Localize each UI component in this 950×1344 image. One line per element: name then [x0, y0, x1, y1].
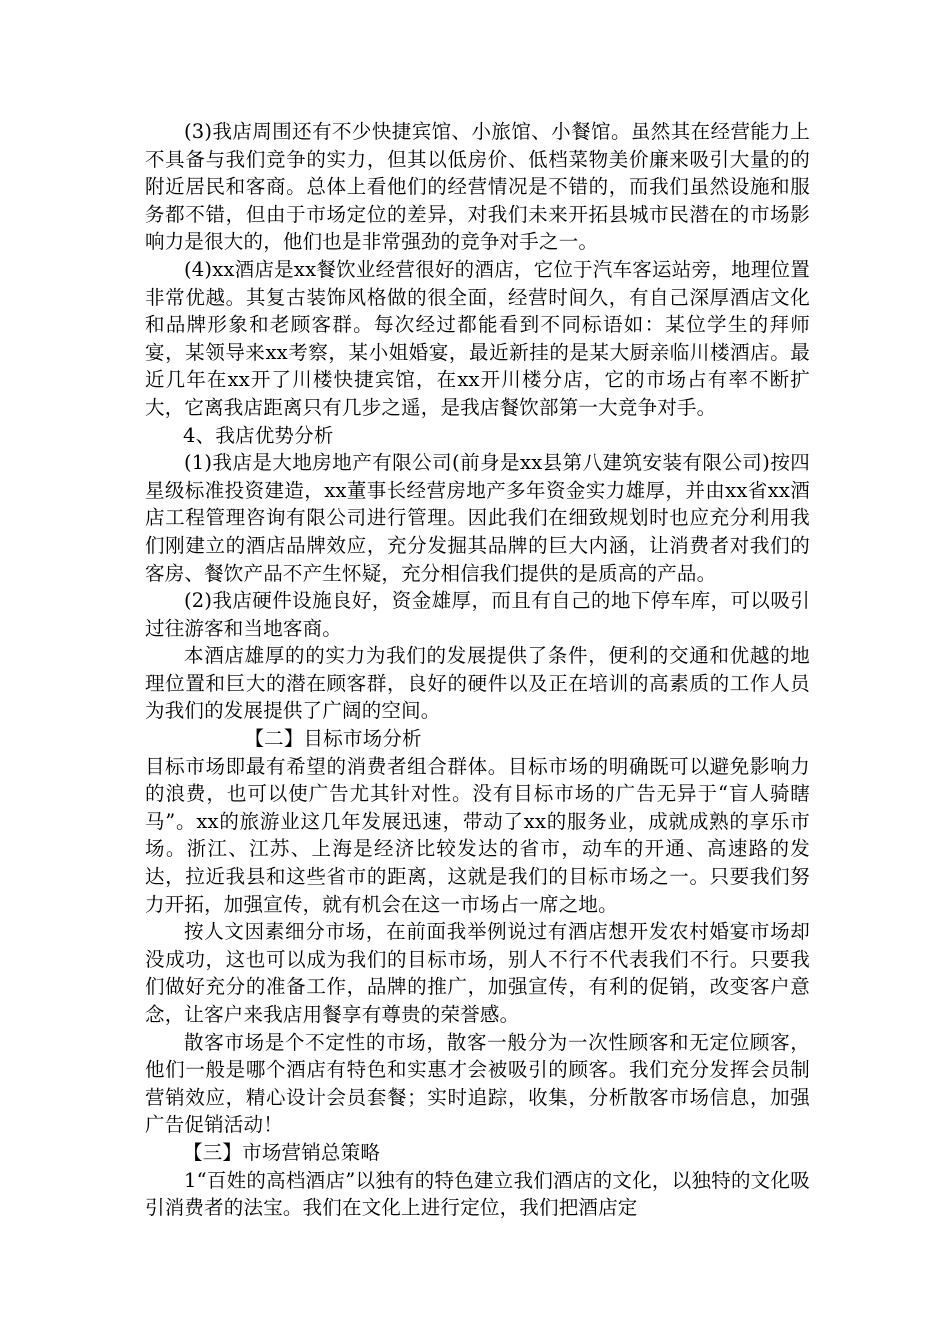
paragraph-advantage-1: (1)我店是大地房地产有限公司(前身是xx县第八建筑安装有限公司)按四星级标准投资建造，xx董事长经营房地产多年资金实力雄厚，并由xx省xx酒店工程管理咨询有限公司进行管理。因此我们在细致规划时也应充分利用我们刚建立的酒店品牌效应，充分发掘其品牌的巨大内涵，让消费者对我们的客房、餐饮产品不产生怀疑，充分相信我们提供的是质高的产品。 — [145, 451, 810, 585]
section-heading-target-market: 【二】目标市场分析 — [244, 727, 422, 751]
paragraph-competitor-4: (4)xx酒店是xx餐饮业经营很好的酒店，它位于汽车客运站旁，地理位置非常优越。其复古装饰风格做的很全面，经营时间久，有自己深厚酒店文化和品牌形象和老顾客群。每次经过都能看到不同标语如：某位学生的拜师宴，某领导来xx考察，某小姐婚宴，最近新挂的是某大厨亲临川楼酒店。最近几年在xx开了川楼快捷宾馆，在xx开川楼分店，它的市场占有率不断扩大，它离我店距离只有几步之遥，是我店餐饮部第一大竞争对手。 — [145, 257, 810, 419]
section-heading-advantage: 4、我店优势分析 — [183, 423, 334, 447]
paragraph-target-1: 目标市场即最有希望的消费者组合群体。目标市场的明确既可以避免影响力的浪费，也可以使广告尤其针对性。没有目标市场的广告无异于“盲人骑瞎马”。xx的旅游业这几年发展迅速，带动了xx的服务业，成就成熟的享乐市场。浙江、江苏、上海是经济比较发达的省市，动车的开通、高速路的发达，拉近我县和这些省市的距离，这就是我们的目标市场之一。只要我们努力开拓，加强宣传，就有机会在这一市场占一席之地。 — [145, 754, 810, 916]
paragraph-competitor-3: (3)我店周围还有不少快捷宾馆、小旅馆、小餐馆。虽然其在经营能力上不具备与我们竞争的实力，但其以低房价、低档菜物美价廉来吸引大量的的附近居民和客商。总体上看他们的经营情况是不错的，而我们虽然设施和服务都不错，但由于市场定位的差异，对我们未来开拓县城市民潜在的市场影响力是很大的，他们也是非常强劲的竞争对手之一。 — [145, 120, 810, 254]
document-body — [145, 118, 810, 1222]
paragraph-strategy-1: 1“百姓的高档酒店”以独有的特色建立我们酒店的文化，以独特的文化吸引消费者的法宝。我们在文化上进行定位，我们把酒店定 — [145, 1168, 810, 1220]
paragraph-advantage-summary: 本酒店雄厚的的实力为我们的发展提供了条件，便利的交通和优越的地理位置和巨大的潜在顾客群，良好的硬件以及正在培训的高素质的工作人员为我们的发展提供了广阔的空间。 — [145, 644, 810, 723]
section-heading-strategy: 【三】市场营销总策略 — [183, 1140, 381, 1164]
paragraph-target-2: 按人文因素细分市场，在前面我举例说过有酒店想开发农村婚宴市场却没成功，这也可以成为我们的目标市场，别人不行不代表我们不行。只要我们做好充分的准备工作，品牌的推广，加强宣传，有利的促销，改变客户意念，让客户来我店用餐享有尊贵的荣誉感。 — [145, 920, 810, 1026]
paragraph-advantage-2: (2)我店硬件设施良好，资金雄厚，而且有自己的地下停车库，可以吸引过往游客和当地客商。 — [145, 589, 810, 640]
paragraph-target-3: 散客市场是个不定性的市场，散客一般分为一次性顾客和无定位顾客，他们一般是哪个酒店有特色和实惠才会被吸引的顾客。我们充分发挥会员制营销效应，精心设计会员套餐；实时追踪，收集，分析散客市场信息，加强广告促销活动！ — [145, 1030, 810, 1137]
